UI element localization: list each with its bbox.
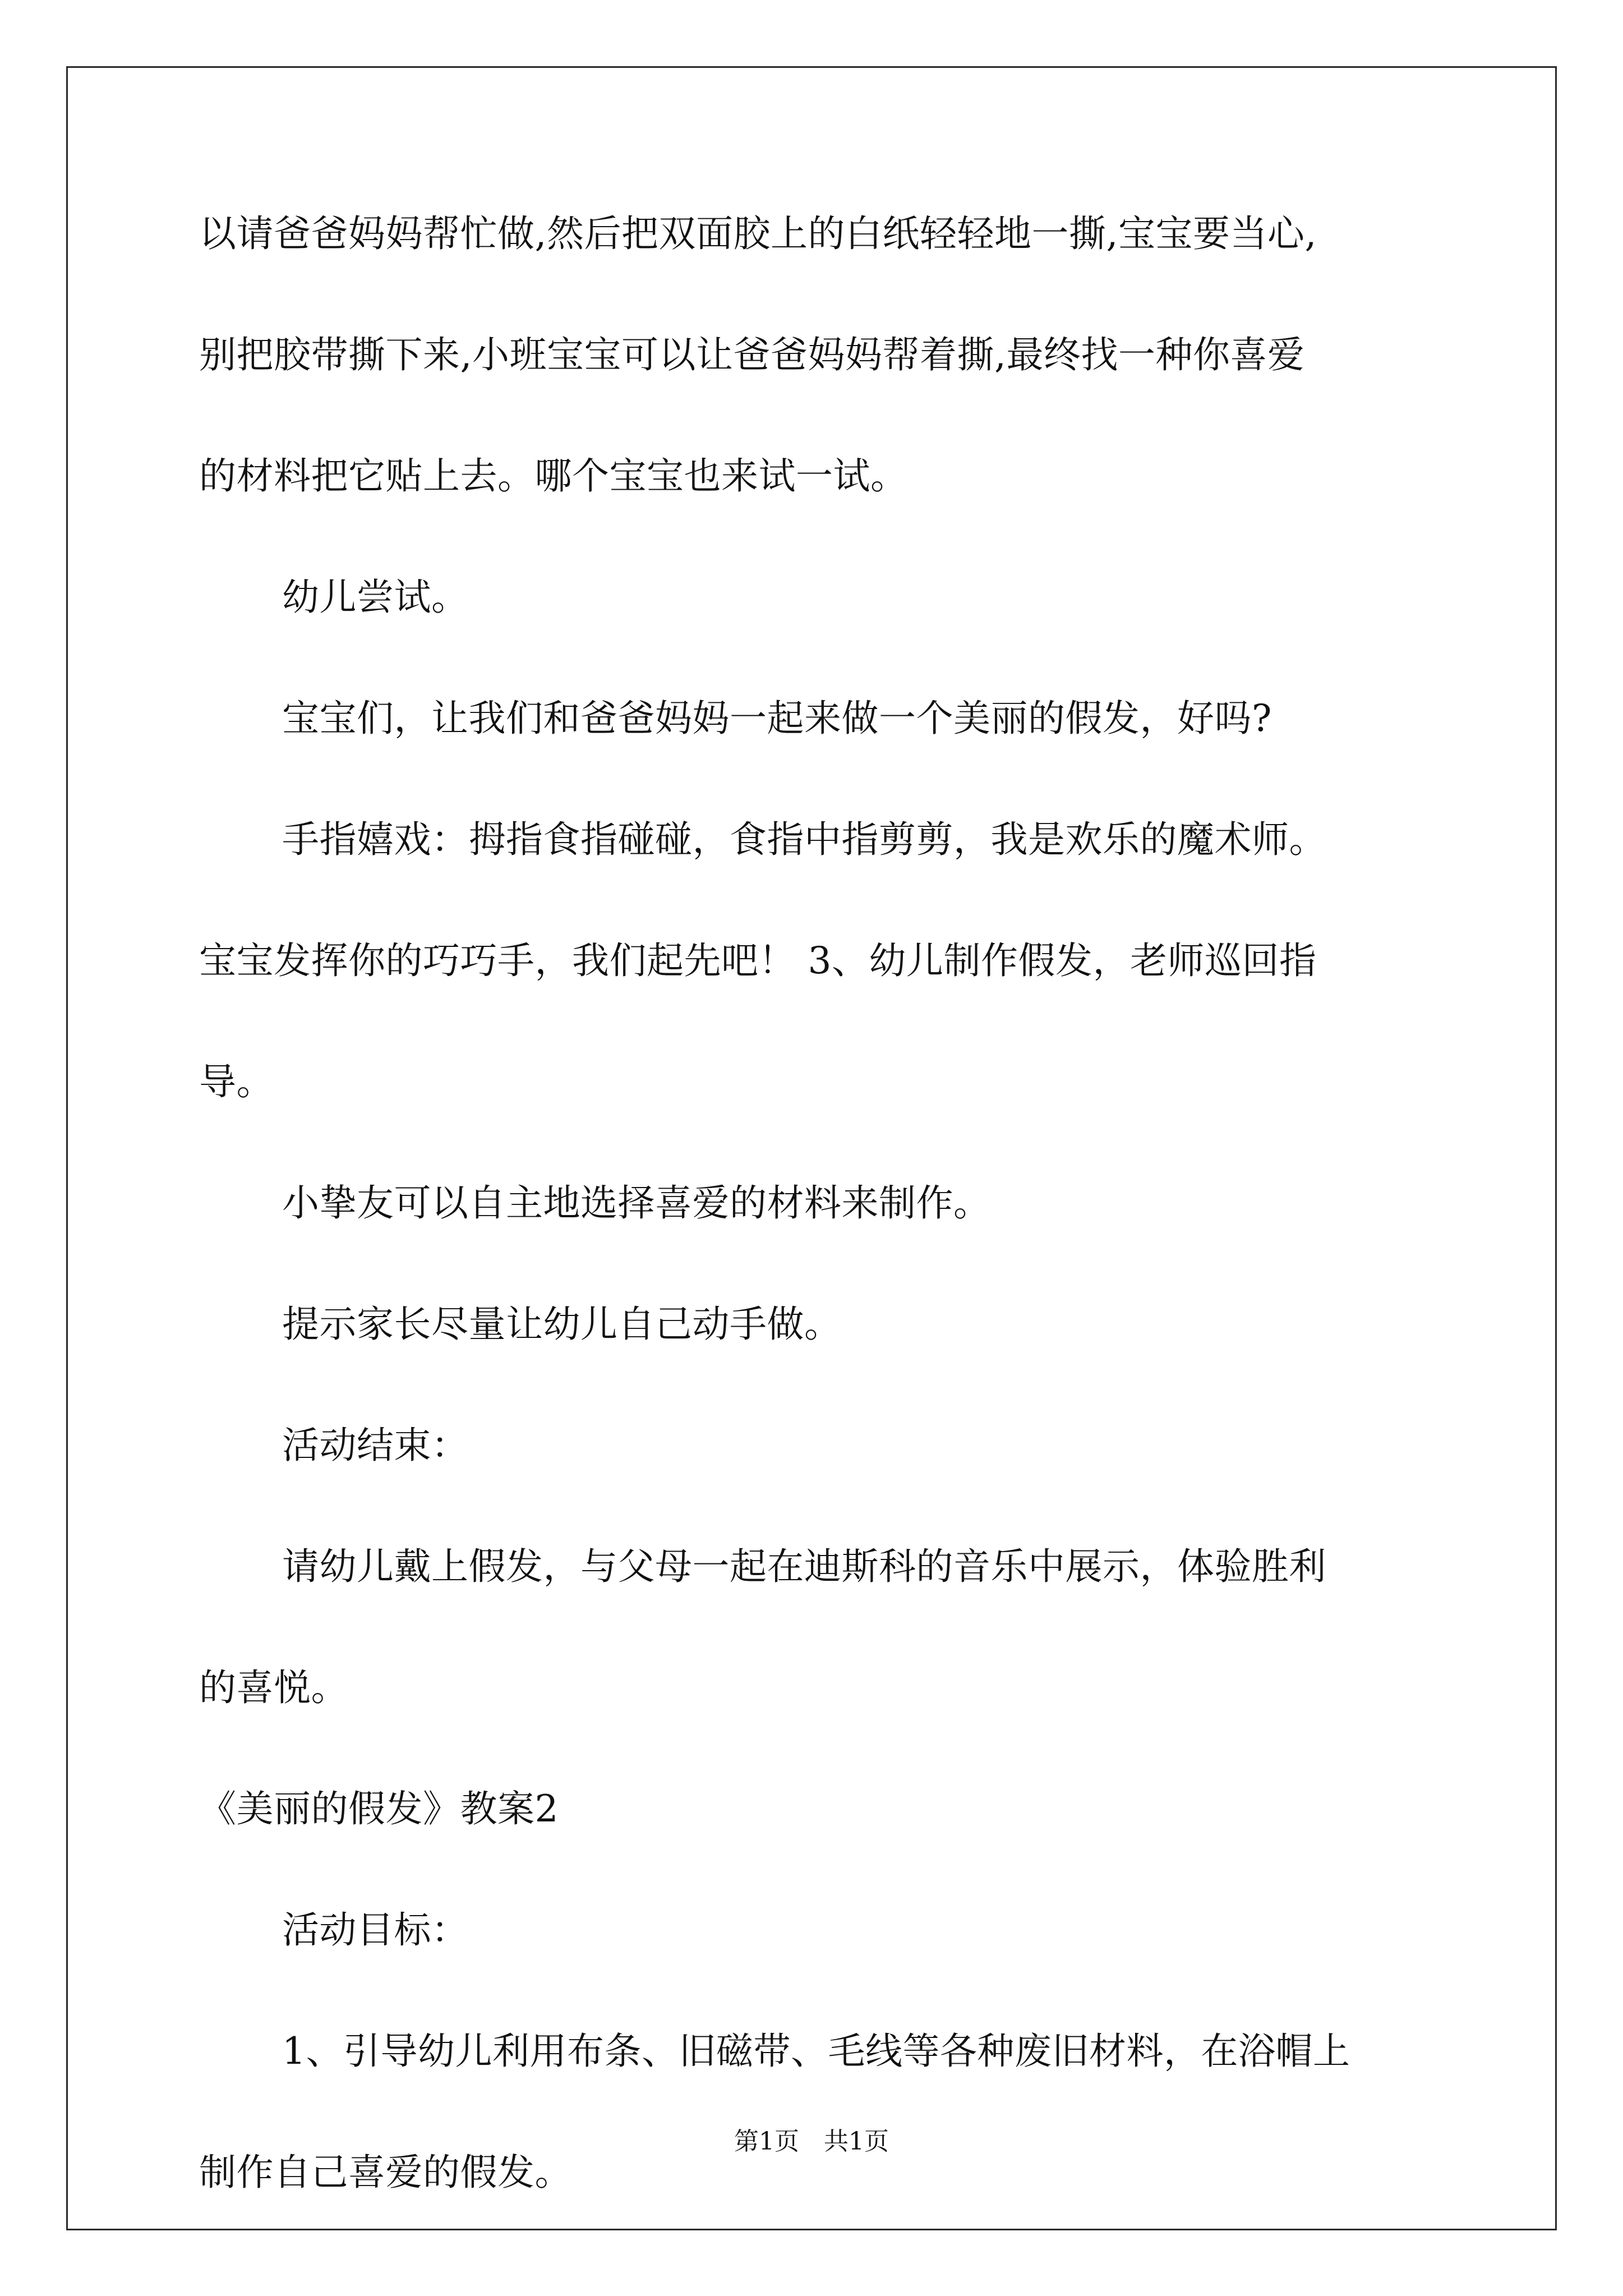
section-label: 活动目标：	[282, 1908, 469, 1952]
text-line: 宝宝发挥你的巧巧手，我们起先吧！ 3、幼儿制作假发，老师巡回指	[199, 939, 1317, 982]
paragraph: 提示家长尽量让幼儿自己动手做。	[282, 1303, 842, 1346]
page-footer: 第1页 共1页	[734, 2127, 889, 2156]
paragraph: 宝宝们，让我们和爸爸妈妈一起来做一个美丽的假发，好吗?	[282, 697, 1272, 740]
text-line: 以请爸爸妈妈帮忙做,然后把双面胶上的白纸轻轻地一撕,宝宝要当心,	[199, 212, 1317, 255]
text-line: 制作自己喜爱的假发。	[199, 2151, 572, 2194]
paragraph: 幼儿尝试。	[282, 576, 469, 619]
paragraph: 小挚友可以自主地选择喜爱的材料来制作。	[282, 1181, 991, 1225]
text-line: 的喜悦。	[199, 1666, 348, 1709]
text-line: 导。	[199, 1060, 274, 1103]
text-line: 别把胶带撕下来,小班宝宝可以让爸爸妈妈帮着撕,最终找一种你喜爱	[199, 333, 1305, 376]
section-heading: 《美丽的假发》教案2	[199, 1787, 559, 1830]
paragraph: 1、引导幼儿利用布条、旧磁带、毛线等各种废旧材料，在浴帽上	[282, 2030, 1350, 2073]
paragraph: 请幼儿戴上假发，与父母一起在迪斯科的音乐中展示，体验胜利	[282, 1545, 1326, 1588]
paragraph: 手指嬉戏：拇指食指碰碰，食指中指剪剪，我是欢乐的魔术师。	[282, 818, 1326, 861]
text-line: 的材料把它贴上去。哪个宝宝也来试一试。	[199, 454, 908, 498]
section-label: 活动结束：	[282, 1424, 469, 1467]
